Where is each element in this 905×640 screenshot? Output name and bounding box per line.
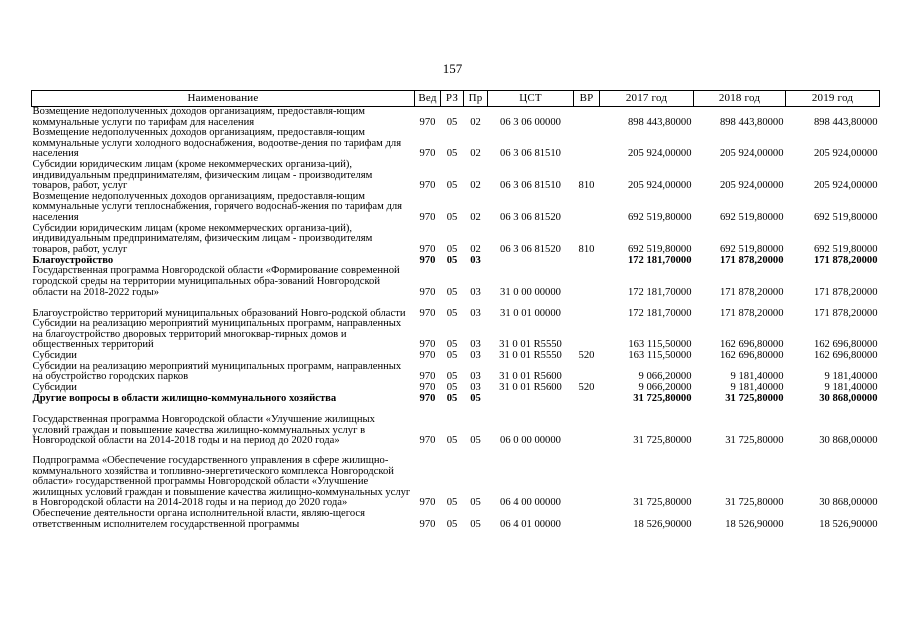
cell-rz: 05 [446,116,458,128]
cell-pr: 02 [470,116,481,128]
cell-rz: 05 [446,307,458,319]
cell-rz: 05 [446,518,458,530]
cell-cst: 31 0 01 R5550 [499,350,562,362]
column-header-vr: ВР [574,91,600,107]
cell-rz: 05 [446,371,458,383]
cell-name: Субсидии [32,350,77,362]
column-header-name: Наименование [32,91,415,107]
cell-2017: 692 519,80000 [627,243,692,255]
page-number: 157 [442,61,463,76]
cell-pr: 02 [470,148,481,160]
table-row [32,383,880,394]
cell-2019: 171 878,20000 [813,254,878,266]
table-row [32,319,880,351]
cell-rz: 05 [446,435,458,447]
cell-ved: 970 [419,382,436,394]
cell-vr [574,128,600,160]
cell-vr [574,298,600,319]
cell-2019: 205 924,00000 [813,180,878,192]
cell-2017: 692 519,80000 [627,211,692,223]
cell-rz: 05 [446,497,458,509]
cell-cst: 06 4 01 00000 [500,518,561,530]
cell-pr: 05 [470,497,481,509]
cell-name: Возмещение недополученных доходов организациям, предоставля-ющим коммунальные услуги холодного водоснабжения, водоотве-дения по тарифам для населения [32,127,402,160]
table-row [32,160,880,192]
cell-cst: 31 0 00 00000 [500,286,561,298]
table-row [32,298,880,319]
cell-cst: 06 3 06 81520 [500,211,561,223]
cell-ved: 970 [419,286,436,298]
cell-2019: 18 526,90000 [819,518,878,530]
cell-pr: 03 [470,371,481,383]
cell-rz: 05 [446,243,458,255]
cell-name: Государственная программа Новгородской области «Улучшение жилищных условий граждан и повышение качества жилищно-коммунальных услуг в Новгородской области на 2014-2018 годы и на период до 2020 года» [32,414,375,447]
table-row [32,128,880,160]
cell-pr: 02 [470,180,481,192]
cell-rz: 05 [446,339,458,351]
cell-cst: 31 0 01 R5550 [499,339,562,351]
cell-2019: 30 868,00000 [819,435,878,447]
cell-name: Другие вопросы в области жилищно-коммунального хозяйства [32,393,337,405]
cell-vr [574,405,600,447]
cell-pr: 03 [470,307,481,319]
column-header-2018: 2018 год [694,91,786,107]
cell-2017: 31 725,80000 [633,497,692,509]
cell-2019: 205 924,00000 [813,148,878,160]
cell-ved: 970 [419,243,436,255]
cell-name: Субсидии юридическим лицам (кроме некоммерческих организа-ций), индивидуальным предпринимателям, физическим лицам - производителям товаров, работ, услуг [32,158,373,192]
cell-ved: 970 [419,393,436,405]
cell-2018: 162 696,80000 [719,350,784,362]
cell-pr: 05 [470,435,481,447]
cell-2017: 205 924,00000 [627,148,692,160]
cell-pr: 05 [470,393,481,405]
cell-2018: 692 519,80000 [719,211,784,223]
cell-2019: 898 443,80000 [813,116,878,128]
cell-2017: 31 725,80000 [633,435,692,447]
cell-2018: 162 696,80000 [719,339,784,351]
cell-2017: 9 066,20000 [638,382,692,394]
cell-2019: 162 696,80000 [813,339,878,351]
cell-pr: 05 [470,518,481,530]
cell-cst: 06 3 06 81520 [500,243,561,255]
cell-2018: 205 924,00000 [719,180,784,192]
cell-2019: 30 868,00000 [819,497,878,509]
cell-cst: 06 3 06 00000 [500,116,561,128]
cell-2019: 9 181,40000 [824,382,878,394]
cell-2018: 898 443,80000 [719,116,784,128]
table-header-row [32,91,880,107]
cell-name: Субсидии на реализацию мероприятий муниципальных программ, направленных на обустройство городских парков [32,360,402,383]
table-row [32,394,880,405]
table-row [32,405,880,447]
cell-ved: 970 [419,211,436,223]
cell-vr [574,192,600,224]
cell-2018: 9 181,40000 [730,382,784,394]
cell-vr [574,255,600,266]
table-row [32,192,880,224]
column-header-cst: ЦСТ [488,91,574,107]
cell-2017: 31 725,80000 [633,393,692,405]
cell-cst: 06 3 06 81510 [500,180,561,192]
table-row [32,224,880,256]
cell-2018: 692 519,80000 [719,243,784,255]
cell-rz: 05 [446,350,458,362]
cell-vr: 520 [578,382,595,394]
cell-vr: 520 [578,350,595,362]
cell-2019: 692 519,80000 [813,243,878,255]
cell-rz: 05 [446,286,458,298]
cell-2017: 18 526,90000 [633,518,692,530]
cell-2017: 172 181,70000 [627,254,692,266]
column-header-2017: 2017 год [600,91,694,107]
cell-2018: 31 725,80000 [725,435,784,447]
column-header-2019: 2019 год [786,91,880,107]
cell-2018: 18 526,90000 [725,518,784,530]
cell-cst: 06 0 00 00000 [500,435,561,447]
cell-rz: 05 [446,393,458,405]
cell-ved: 970 [419,435,436,447]
cell-cst [488,255,574,266]
cell-ved: 970 [419,497,436,509]
cell-vr [574,362,600,383]
cell-2017: 9 066,20000 [638,371,692,383]
table-row [32,509,880,530]
cell-vr [574,447,600,509]
cell-cst: 31 0 01 00000 [500,307,561,319]
cell-pr: 03 [470,254,481,266]
cell-cst: 31 0 01 R5600 [499,371,562,383]
budget-table [31,90,880,530]
cell-2017: 898 443,80000 [627,116,692,128]
cell-cst: 31 0 01 R5600 [499,382,562,394]
cell-vr [574,509,600,530]
table-row [32,266,880,298]
cell-2019: 171 878,20000 [813,307,878,319]
table-row [32,447,880,509]
cell-rz: 05 [446,211,458,223]
table-body [32,107,880,531]
cell-2018: 205 924,00000 [719,148,784,160]
cell-2018: 171 878,20000 [719,307,784,319]
cell-name: Возмещение недополученных доходов организациям, предоставля-ющим коммунальные услуги по тарифам для населения [32,106,365,128]
cell-name: Подпрограмма «Обеспечение государственного управления в сфере жилищно-коммунального хозяйства и топливно-энергетического комплекса Новгородской области» государственной программы Новгородской области «Улучшение жилищных условий граждан и повышение качества жилищно-коммунальных услуг в Новгородской области на 2014-2018 годы и на период до 2020 года» [32,455,411,509]
cell-rz: 05 [446,180,458,192]
cell-2018: 9 181,40000 [730,371,784,383]
table-row [32,107,880,129]
cell-pr: 03 [470,350,481,362]
cell-ved: 970 [419,180,436,192]
cell-name: Субсидии юридическим лицам (кроме некоммерческих организа-ций), индивидуальным предпринимателям, физическим лицам - производителям товаров, работ, услуг [32,222,373,255]
cell-pr: 03 [470,286,481,298]
cell-cst: 06 3 06 81510 [500,148,561,160]
table-row [32,362,880,383]
cell-2018: 31 725,80000 [725,497,784,509]
cell-2018: 171 878,20000 [719,286,784,298]
cell-vr [574,319,600,351]
cell-2019: 9 181,40000 [824,371,878,383]
cell-2018: 31 725,80000 [725,393,784,405]
cell-2019: 171 878,20000 [813,286,878,298]
cell-vr [574,266,600,298]
cell-pr: 03 [470,382,481,394]
cell-2017: 163 115,50000 [628,350,692,362]
cell-2018: 171 878,20000 [719,254,784,266]
column-header-pr: Пр [464,91,488,107]
cell-name: Субсидии [32,382,77,394]
cell-pr: 02 [470,211,481,223]
cell-cst: 06 4 00 00000 [500,497,561,509]
cell-2017: 172 181,70000 [627,307,692,319]
cell-vr [574,107,600,129]
cell-ved: 970 [419,307,436,319]
column-header-rz: РЗ [441,91,464,107]
cell-ved: 970 [419,254,436,266]
cell-name: Государственная программа Новгородской области «Формирование современной городской среды на территории муниципальных обра-зований Новгородской области на 2018-2022 годы» [32,265,400,298]
cell-2017: 205 924,00000 [627,180,692,192]
cell-name: Благоустройство [32,254,114,266]
cell-rz: 05 [446,148,458,160]
cell-ved: 970 [419,518,436,530]
column-header-ved: Вед [415,91,441,107]
cell-rz: 05 [446,254,458,266]
cell-2019: 162 696,80000 [813,350,878,362]
cell-ved: 970 [419,339,436,351]
cell-2019: 692 519,80000 [813,211,878,223]
cell-cst [488,394,574,405]
cell-2017: 163 115,50000 [628,339,692,351]
cell-vr: 810 [578,180,595,192]
cell-vr: 810 [578,243,595,255]
cell-ved: 970 [419,371,436,383]
cell-ved: 970 [419,148,436,160]
cell-ved: 970 [419,116,436,128]
cell-name: Возмещение недополученных доходов организациям, предоставля-ющим коммунальные услуги теплоснабжения, горячего водоснаб-жения по тарифам для населения [32,190,403,223]
cell-name: Обеспечение деятельности органа исполнительной власти, являю-щегося ответственным исполнителем государственной программы [32,508,365,530]
cell-name: Благоустройство территорий муниципальных образований Новго-родской области [32,307,406,319]
cell-vr [574,394,600,405]
cell-pr: 03 [470,339,481,351]
cell-name: Субсидии на реализацию мероприятий муниципальных программ, направленных на благоустройство дворовых территорий многоквар-тирных домов и общественных территорий [32,318,402,351]
cell-pr: 02 [470,243,481,255]
cell-ved: 970 [419,350,436,362]
cell-2017: 172 181,70000 [627,286,692,298]
cell-rz: 05 [446,382,458,394]
cell-2019: 30 868,00000 [819,393,878,405]
